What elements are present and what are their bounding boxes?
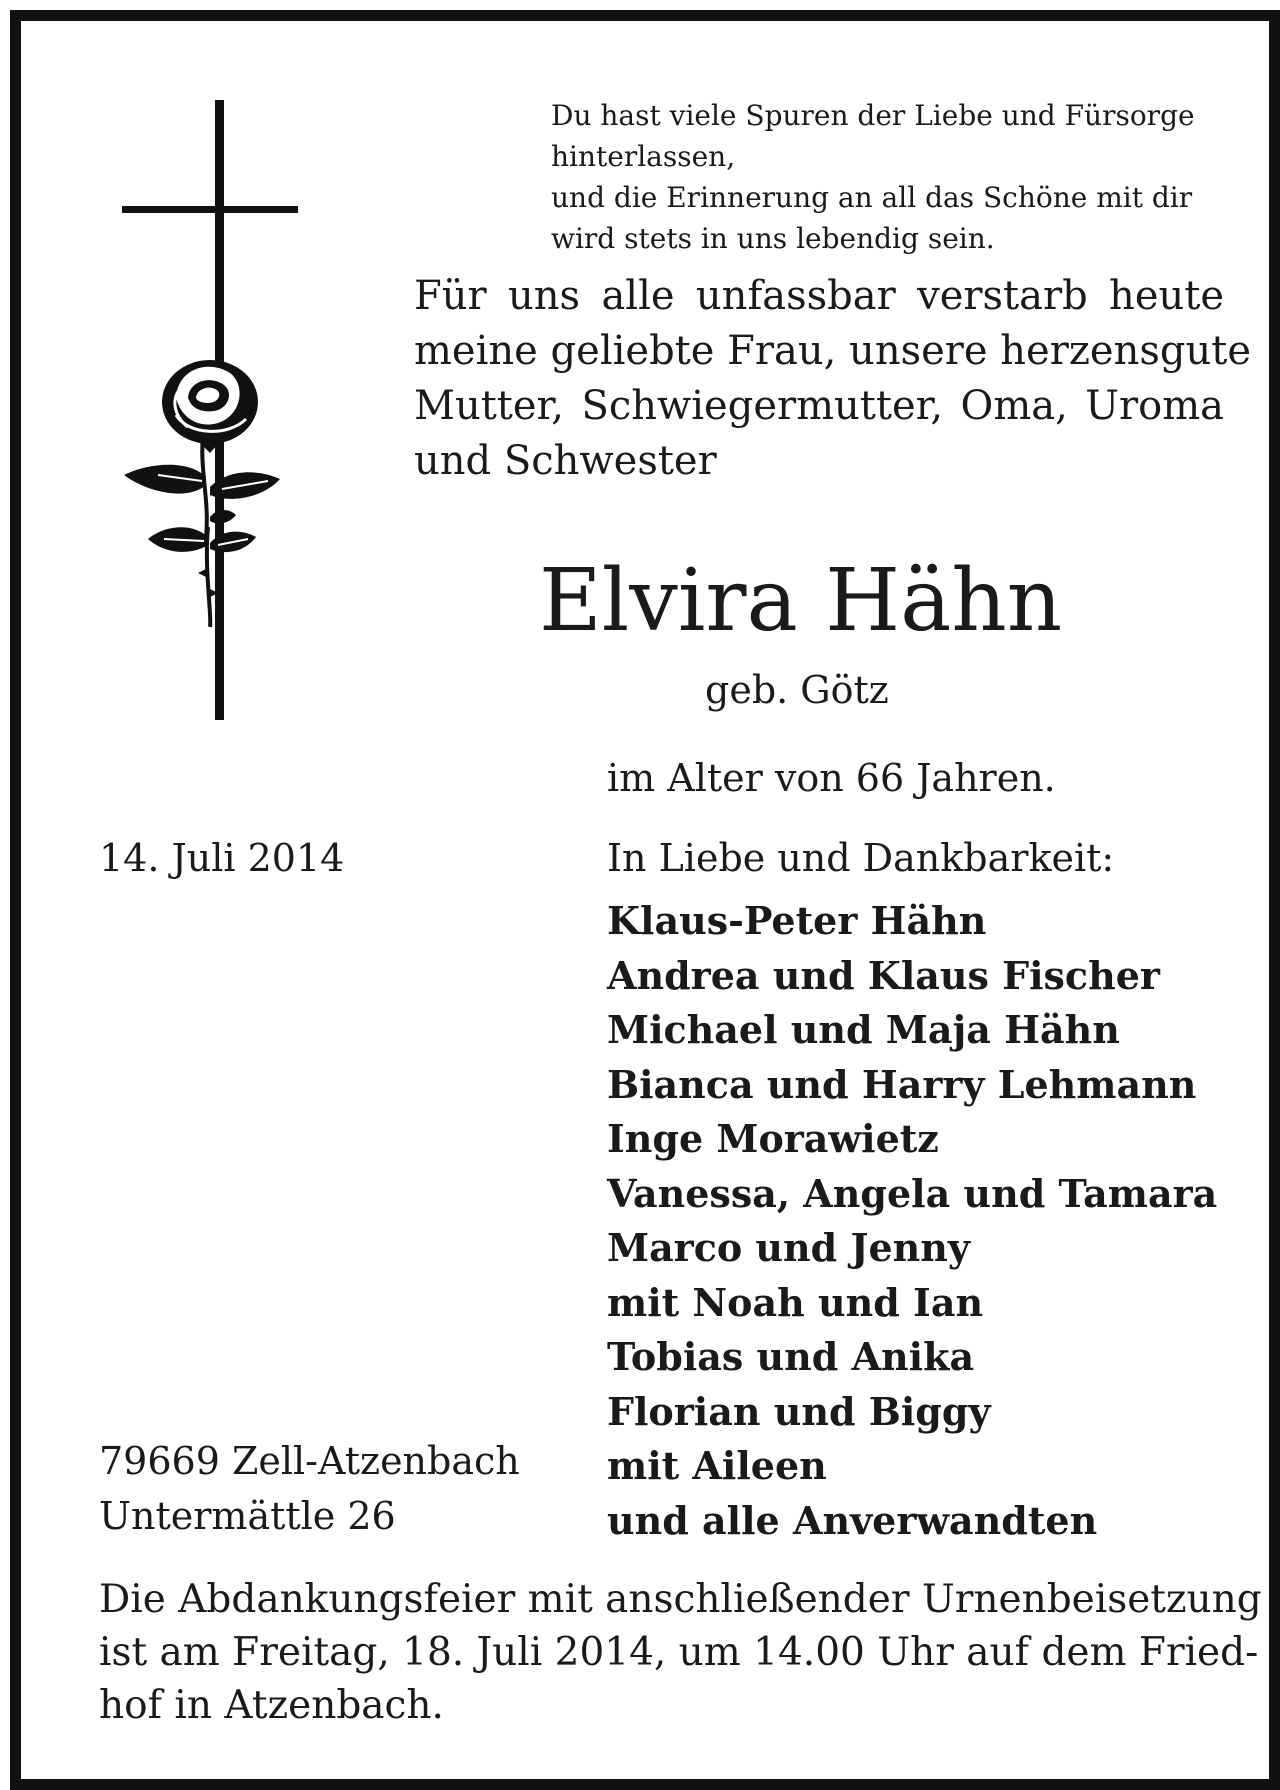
deceased-name: Elvira Hähn <box>539 551 1063 651</box>
service-line: hof in Atzenbach. <box>99 1683 444 1728</box>
announcement-line: Mutter, Schwiegermutter, Oma, Uroma <box>414 383 1224 429</box>
mourner-entry: Tobias und Anika <box>607 1334 975 1379</box>
maiden-name: geb. Götz <box>705 668 889 712</box>
thanks-heading: In Liebe und Dankbarkeit: <box>607 836 1115 880</box>
mourner-entry: Andrea und Klaus Fischer <box>607 952 1160 998</box>
obituary-card <box>10 10 1280 1790</box>
mourner-entry: Michael und Maja Hähn <box>607 1007 1120 1052</box>
address-street: Untermättle 26 <box>99 1493 396 1538</box>
mourner-entry: Florian und Biggy <box>607 1388 991 1434</box>
mourner-entry: Vanessa, Angela und Tamara <box>607 1170 1218 1216</box>
service-announcement <box>99 1573 1262 1732</box>
mourner-entry: mit Noah und Ian <box>607 1279 984 1325</box>
mourner-entry: Marco und Jenny <box>607 1225 970 1270</box>
poem <box>551 95 1241 259</box>
announcement-line: meine geliebte Frau, unsere herzensgute <box>414 328 1251 374</box>
announcement-line: Für uns alle unfassbar verstarb heute <box>414 273 1224 319</box>
announcement-text <box>414 269 1251 489</box>
mourner-entry: Klaus-Peter Hähn <box>607 898 987 943</box>
poem-line: wird stets in uns lebendig sein. <box>551 222 995 255</box>
address-city: 79669 Zell-Atzenbach <box>99 1439 520 1483</box>
announcement-line: und Schwester <box>414 438 717 484</box>
mourner-entry: Bianca und Harry Lehmann <box>607 1061 1197 1107</box>
date-of-death: 14. Juli 2014 <box>99 836 345 880</box>
poem-line: und die Erinnerung an all das Schöne mit dir <box>551 181 1193 214</box>
service-line: ist am Freitag, 18. Juli 2014, um 14.00 Uhr auf dem Fried- <box>99 1630 1259 1675</box>
mourners-list <box>607 894 1217 1548</box>
age-line: im Alter von 66 Jahren. <box>607 756 1056 800</box>
poem-line: Du hast viele Spuren der Liebe und Fürsorge <box>551 99 1195 132</box>
address <box>99 1434 520 1543</box>
mourner-entry: und alle Anverwandten <box>607 1497 1098 1543</box>
mourner-entry: mit Aileen <box>607 1443 827 1488</box>
cross-with-rose-icon <box>118 97 298 731</box>
mourner-entry: Inge Morawietz <box>607 1116 939 1161</box>
service-line: Die Abdankungsfeier mit anschließender Urnenbeisetzung <box>99 1577 1262 1622</box>
poem-line: hinterlassen, <box>551 140 736 173</box>
